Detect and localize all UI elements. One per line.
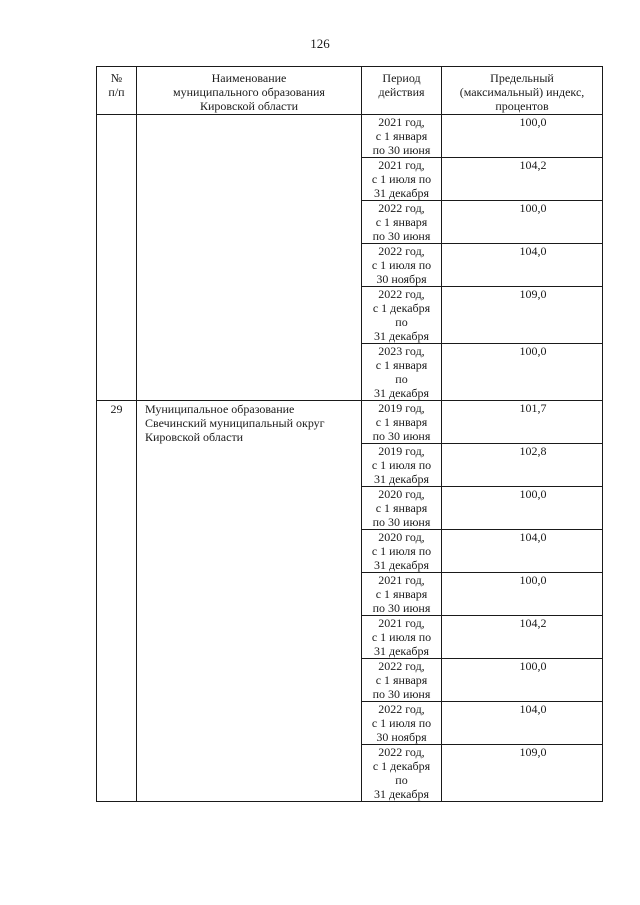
period-cell: 2021 год, с 1 января по 30 июня [362,115,442,158]
period-cell: 2021 год, с 1 января по 30 июня [362,573,442,616]
header-municipality: Наименование муниципального образования Кировской области [137,67,362,115]
index-cell: 104,0 [442,702,603,745]
tariff-index-table [96,66,603,802]
index-cell: 104,2 [442,158,603,201]
index-cell: 109,0 [442,745,603,802]
index-cell: 100,0 [442,487,603,530]
index-cell: 100,0 [442,573,603,616]
period-cell: 2022 год, с 1 декабря по 31 декабря [362,287,442,344]
index-cell: 109,0 [442,287,603,344]
table-body [97,115,603,802]
period-cell: 2022 год, с 1 января по 30 июня [362,201,442,244]
header-number: № п/п [97,67,137,115]
municipality-name [137,115,362,401]
period-cell: 2022 год, с 1 июля по 30 ноября [362,244,442,287]
period-cell: 2019 год, с 1 июля по 31 декабря [362,444,442,487]
index-cell: 100,0 [442,115,603,158]
index-cell: 104,0 [442,244,603,287]
period-cell: 2021 год, с 1 июля по 31 декабря [362,616,442,659]
row-number [97,115,137,401]
period-cell: 2019 год, с 1 января по 30 июня [362,401,442,444]
period-cell: 2023 год, с 1 января по 31 декабря [362,344,442,401]
index-cell: 101,7 [442,401,603,444]
row-number: 29 [97,401,137,802]
index-cell: 100,0 [442,344,603,401]
table-row [97,401,603,444]
table-header-row [97,67,603,115]
period-cell: 2020 год, с 1 января по 30 июня [362,487,442,530]
page-number: 126 [310,36,330,51]
index-cell: 104,2 [442,616,603,659]
period-cell: 2020 год, с 1 июля по 31 декабря [362,530,442,573]
municipality-name: Муниципальное образование Свечинский муниципальный округ Кировской области [137,401,362,802]
index-cell: 100,0 [442,659,603,702]
header-period: Период действия [362,67,442,115]
index-cell: 104,0 [442,530,603,573]
period-cell: 2022 год, с 1 января по 30 июня [362,659,442,702]
period-cell: 2021 год, с 1 июля по 31 декабря [362,158,442,201]
period-cell: 2022 год, с 1 июля по 30 ноября [362,702,442,745]
index-cell: 102,8 [442,444,603,487]
table-row [97,115,603,158]
index-cell: 100,0 [442,201,603,244]
period-cell: 2022 год, с 1 декабря по 31 декабря [362,745,442,802]
header-index: Предельный (максимальный) индекс, процентов [442,67,603,115]
